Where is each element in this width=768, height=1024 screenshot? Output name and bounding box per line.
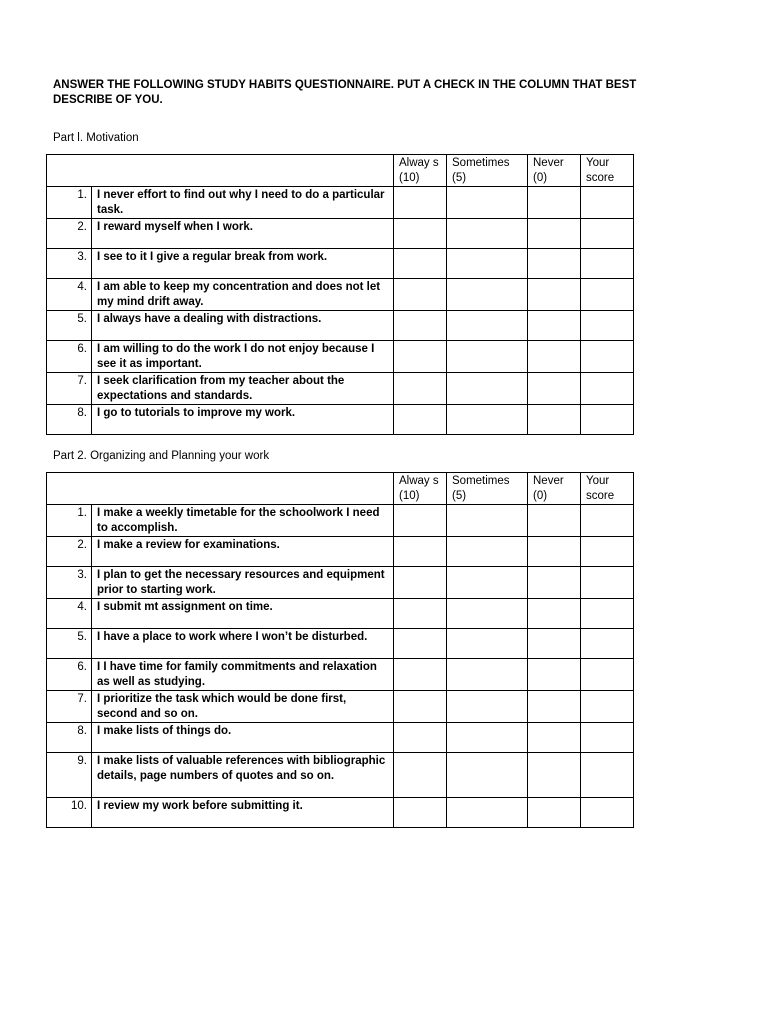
header-never: Never (0) <box>528 155 581 187</box>
always-cell[interactable] <box>394 373 447 405</box>
sometimes-cell[interactable] <box>447 753 528 798</box>
score-cell[interactable] <box>581 219 634 249</box>
always-cell[interactable] <box>394 311 447 341</box>
item-statement: I go to tutorials to improve my work. <box>92 405 394 435</box>
score-cell[interactable] <box>581 691 634 723</box>
never-cell[interactable] <box>528 659 581 691</box>
never-cell[interactable] <box>528 537 581 567</box>
item-number: 7. <box>47 691 92 723</box>
sometimes-cell[interactable] <box>447 279 528 311</box>
item-statement: I reward myself when I work. <box>92 219 394 249</box>
table-row <box>47 659 634 691</box>
never-cell[interactable] <box>528 373 581 405</box>
item-number: 10. <box>47 798 92 828</box>
score-cell[interactable] <box>581 187 634 219</box>
header-row <box>47 473 634 505</box>
table-row <box>47 279 634 311</box>
item-statement: I have a place to work where I won’t be disturbed. <box>92 629 394 659</box>
header-sometimes: Sometimes (5) <box>447 155 528 187</box>
part-1-title: Part l. Motivation <box>53 132 139 144</box>
score-cell[interactable] <box>581 373 634 405</box>
never-cell[interactable] <box>528 341 581 373</box>
header-never: Never (0) <box>528 473 581 505</box>
part-2-table <box>46 472 634 828</box>
header-blank <box>47 473 394 505</box>
part-1-table <box>46 154 634 435</box>
always-cell[interactable] <box>394 691 447 723</box>
always-cell[interactable] <box>394 798 447 828</box>
always-cell[interactable] <box>394 505 447 537</box>
table-row <box>47 599 634 629</box>
table-row <box>47 537 634 567</box>
sometimes-cell[interactable] <box>447 599 528 629</box>
sometimes-cell[interactable] <box>447 691 528 723</box>
score-cell[interactable] <box>581 311 634 341</box>
score-cell[interactable] <box>581 249 634 279</box>
always-cell[interactable] <box>394 405 447 435</box>
score-cell[interactable] <box>581 753 634 798</box>
sometimes-cell[interactable] <box>447 187 528 219</box>
item-statement: I never effort to find out why I need to do a particular task. <box>92 187 394 219</box>
table-row <box>47 753 634 798</box>
sometimes-cell[interactable] <box>447 537 528 567</box>
item-number: 5. <box>47 629 92 659</box>
item-number: 4. <box>47 599 92 629</box>
sometimes-cell[interactable] <box>447 723 528 753</box>
sometimes-cell[interactable] <box>447 629 528 659</box>
never-cell[interactable] <box>528 505 581 537</box>
header-row <box>47 155 634 187</box>
always-cell[interactable] <box>394 629 447 659</box>
table-row <box>47 405 634 435</box>
item-number: 6. <box>47 341 92 373</box>
header-your-score: Your score <box>581 473 634 505</box>
item-statement: I make a weekly timetable for the schoolwork I need to accomplish. <box>92 505 394 537</box>
item-number: 1. <box>47 187 92 219</box>
header-blank <box>47 155 394 187</box>
score-cell[interactable] <box>581 723 634 753</box>
score-cell[interactable] <box>581 341 634 373</box>
score-cell[interactable] <box>581 505 634 537</box>
item-number: 8. <box>47 723 92 753</box>
item-statement: I I have time for family commitments and relaxation as well as studying. <box>92 659 394 691</box>
item-statement: I am able to keep my concentration and does not let my mind drift away. <box>92 279 394 311</box>
header-always: Alway s (10) <box>394 155 447 187</box>
sometimes-cell[interactable] <box>447 249 528 279</box>
score-cell[interactable] <box>581 659 634 691</box>
never-cell[interactable] <box>528 599 581 629</box>
table-row <box>47 567 634 599</box>
table-row <box>47 311 634 341</box>
item-number: 2. <box>47 537 92 567</box>
sometimes-cell[interactable] <box>447 798 528 828</box>
sometimes-cell[interactable] <box>447 505 528 537</box>
always-cell[interactable] <box>394 219 447 249</box>
table-row <box>47 249 634 279</box>
never-cell[interactable] <box>528 753 581 798</box>
item-number: 9. <box>47 753 92 798</box>
always-cell[interactable] <box>394 659 447 691</box>
item-number: 5. <box>47 311 92 341</box>
table-row <box>47 341 634 373</box>
table-row <box>47 629 634 659</box>
item-number: 8. <box>47 405 92 435</box>
always-cell[interactable] <box>394 599 447 629</box>
always-cell[interactable] <box>394 753 447 798</box>
item-number: 7. <box>47 373 92 405</box>
never-cell[interactable] <box>528 249 581 279</box>
always-cell[interactable] <box>394 567 447 599</box>
never-cell[interactable] <box>528 405 581 435</box>
item-statement: I prioritize the task which would be done first, second and so on. <box>92 691 394 723</box>
header-sometimes: Sometimes (5) <box>447 473 528 505</box>
part-2-title: Part 2. Organizing and Planning your work <box>53 450 270 462</box>
score-cell[interactable] <box>581 405 634 435</box>
never-cell[interactable] <box>528 279 581 311</box>
item-number: 3. <box>47 567 92 599</box>
score-cell[interactable] <box>581 599 634 629</box>
table-row <box>47 373 634 405</box>
item-statement: I always have a dealing with distractions. <box>92 311 394 341</box>
always-cell[interactable] <box>394 537 447 567</box>
item-statement: I make lists of valuable references with bibliographic details, page numbers of quotes and so on. <box>92 753 394 798</box>
item-statement: I make lists of things do. <box>92 723 394 753</box>
never-cell[interactable] <box>528 798 581 828</box>
sometimes-cell[interactable] <box>447 219 528 249</box>
score-cell[interactable] <box>581 629 634 659</box>
instructions: ANSWER THE FOLLOWING STUDY HABITS QUESTIONNAIRE. PUT A CHECK IN THE COLUMN THAT BEST DESCRIBE OF YOU. <box>53 79 637 106</box>
never-cell[interactable] <box>528 187 581 219</box>
never-cell[interactable] <box>528 219 581 249</box>
item-number: 3. <box>47 249 92 279</box>
table-row <box>47 723 634 753</box>
item-number: 4. <box>47 279 92 311</box>
never-cell[interactable] <box>528 567 581 599</box>
score-cell[interactable] <box>581 567 634 599</box>
table-row <box>47 187 634 219</box>
table-row <box>47 798 634 828</box>
item-number: 6. <box>47 659 92 691</box>
table-row <box>47 505 634 537</box>
always-cell[interactable] <box>394 249 447 279</box>
header-always: Alway s (10) <box>394 473 447 505</box>
always-cell[interactable] <box>394 187 447 219</box>
sometimes-cell[interactable] <box>447 341 528 373</box>
table-row <box>47 691 634 723</box>
score-cell[interactable] <box>581 279 634 311</box>
never-cell[interactable] <box>528 691 581 723</box>
never-cell[interactable] <box>528 629 581 659</box>
always-cell[interactable] <box>394 279 447 311</box>
score-cell[interactable] <box>581 798 634 828</box>
sometimes-cell[interactable] <box>447 659 528 691</box>
sometimes-cell[interactable] <box>447 567 528 599</box>
table-row <box>47 219 634 249</box>
header-your-score: Your score <box>581 155 634 187</box>
item-statement: I seek clarification from my teacher about the expectations and standards. <box>92 373 394 405</box>
never-cell[interactable] <box>528 723 581 753</box>
item-statement: I plan to get the necessary resources and equipment prior to starting work. <box>92 567 394 599</box>
item-statement: I submit mt assignment on time. <box>92 599 394 629</box>
sometimes-cell[interactable] <box>447 311 528 341</box>
always-cell[interactable] <box>394 723 447 753</box>
item-number: 1. <box>47 505 92 537</box>
item-statement: I am willing to do the work I do not enjoy because I see it as important. <box>92 341 394 373</box>
sometimes-cell[interactable] <box>447 373 528 405</box>
item-statement: I review my work before submitting it. <box>92 798 394 828</box>
never-cell[interactable] <box>528 311 581 341</box>
item-statement: I make a review for examinations. <box>92 537 394 567</box>
sometimes-cell[interactable] <box>447 405 528 435</box>
item-number: 2. <box>47 219 92 249</box>
always-cell[interactable] <box>394 341 447 373</box>
item-statement: I see to it I give a regular break from work. <box>92 249 394 279</box>
score-cell[interactable] <box>581 537 634 567</box>
